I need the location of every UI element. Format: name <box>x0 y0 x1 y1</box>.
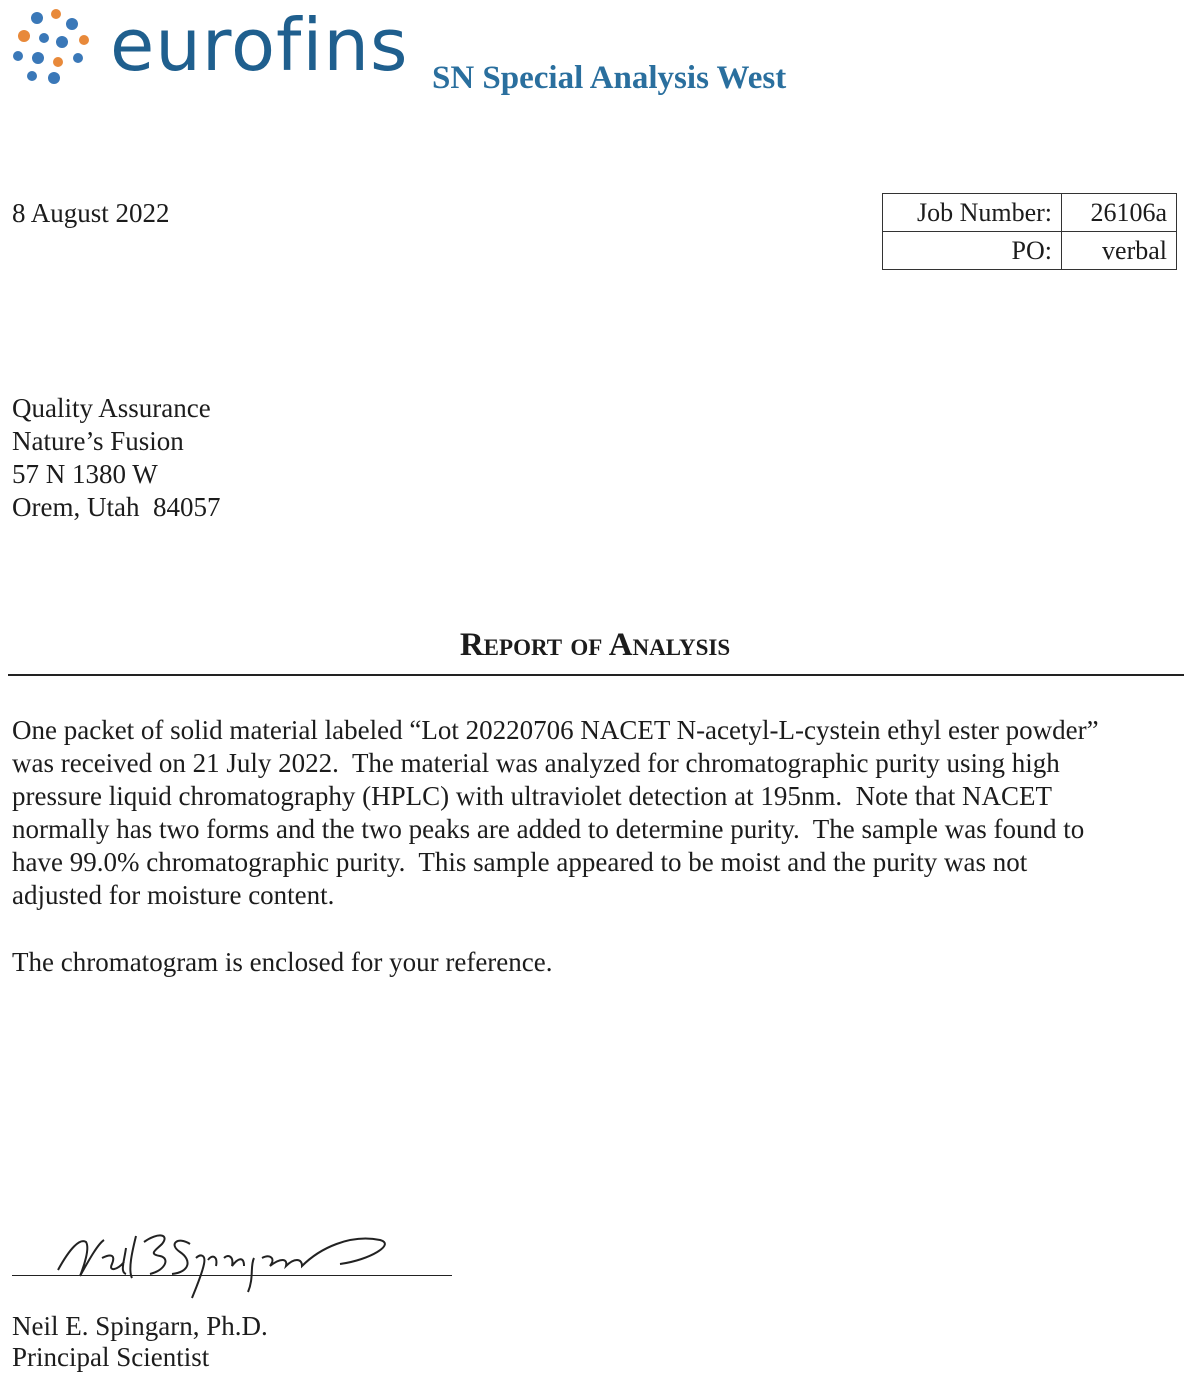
report-date: 8 August 2022 <box>12 198 170 228</box>
body-line: pressure liquid chromatography (HPLC) with ultraviolet detection at 195nm. Note that NACET <box>12 781 1053 811</box>
closing-sentence: The chromatogram is enclosed for your reference. <box>12 947 553 977</box>
job-number-value: 26106a <box>1062 194 1177 232</box>
body-line: One packet of solid material labeled “Lot 20220706 NACET N-acetyl-L-cystein ethyl ester powder” <box>12 715 1099 745</box>
recipient-address <box>12 392 220 524</box>
body-line: normally has two forms and the two peaks are added to determine purity. The sample was found to <box>12 814 1085 844</box>
handwritten-signature <box>40 1218 400 1308</box>
signer-name: Neil E. Spingarn, Ph.D. <box>12 1311 268 1341</box>
job-number-row <box>883 194 1177 232</box>
division-name: SN Special Analysis West <box>432 60 787 96</box>
recipient-line: Quality Assurance <box>12 393 211 423</box>
body-line: have 99.0% chromatographic purity. This sample appeared to be moist and the purity was not <box>12 847 1028 877</box>
recipient-line: Orem, Utah 84057 <box>12 492 221 522</box>
brand-name: eurofins <box>110 3 409 87</box>
job-info-table <box>882 193 1177 270</box>
eurofins-logo-icon <box>10 6 102 86</box>
job-number-label: Job Number: <box>883 194 1062 232</box>
signer-title: Principal Scientist <box>12 1342 210 1372</box>
recipient-line: Nature’s Fusion <box>12 426 184 456</box>
report-title: Report of Analysis <box>459 627 731 663</box>
po-row <box>883 232 1177 270</box>
po-label: PO: <box>883 232 1062 270</box>
body-line: was received on 21 July 2022. The material was analyzed for chromatographic purity using high <box>12 748 1060 778</box>
title-divider <box>8 674 1184 676</box>
body-line: adjusted for moisture content. <box>12 880 335 910</box>
signature-line <box>12 1275 452 1276</box>
recipient-line: 57 N 1380 W <box>12 459 158 489</box>
po-value: verbal <box>1062 232 1177 270</box>
report-body <box>12 714 1182 912</box>
